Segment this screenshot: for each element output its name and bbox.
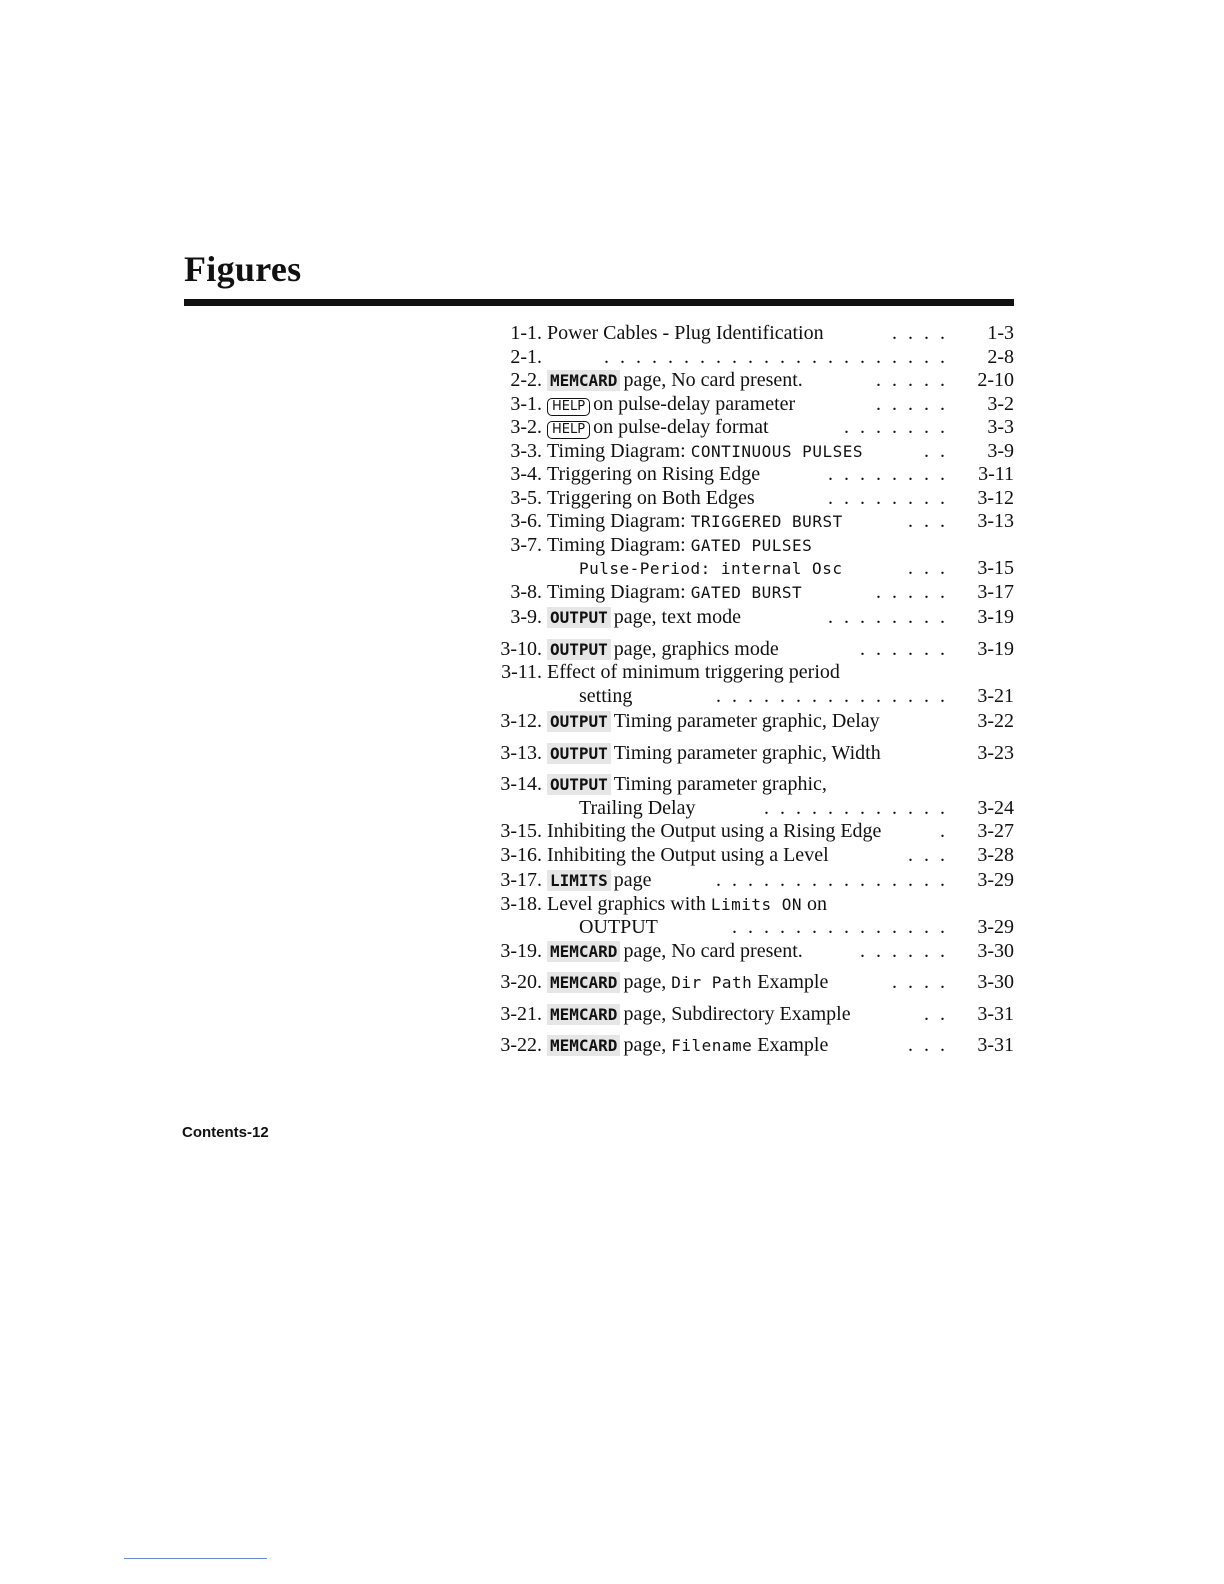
figure-entry[interactable] — [484, 440, 1018, 464]
page-footer: Contents-12 — [182, 1124, 269, 1141]
figure-entry-line — [484, 685, 1018, 709]
title-text: setting — [579, 684, 633, 707]
figure-entry-line — [484, 971, 1018, 995]
page-number: 3-17 — [977, 580, 1014, 603]
figure-entry-line — [484, 416, 1018, 440]
figure-entry-line — [484, 581, 1018, 605]
title-text: page, — [623, 971, 672, 993]
figure-entry[interactable] — [484, 416, 1018, 440]
figure-number: 3-20. — [500, 971, 542, 993]
title-text: Level graphics with — [547, 892, 711, 915]
figure-entry-line — [484, 893, 1018, 917]
figure-entry[interactable] — [484, 322, 1018, 346]
entry-spacer — [484, 734, 1018, 742]
figure-entry-line — [484, 661, 1018, 685]
figure-entry-line — [484, 322, 1018, 346]
display-text: Pulse-Period: internal Osc — [579, 559, 843, 578]
figure-entry[interactable] — [484, 710, 1018, 734]
figure-entry[interactable] — [484, 1003, 1018, 1027]
figure-number: 3-10. — [500, 637, 542, 660]
figure-entry-line — [484, 1003, 1018, 1027]
title-text: Trailing Delay — [579, 796, 696, 819]
dot-leader: . . . . . — [876, 369, 948, 391]
figure-number: 3-16. — [500, 843, 542, 866]
figure-number: 3-22. — [500, 1034, 542, 1056]
dot-leader: . . . . . . . . . . . . . . — [732, 916, 948, 938]
figure-title — [547, 510, 843, 534]
page-number: 3-2 — [987, 392, 1014, 415]
figure-title — [547, 661, 840, 685]
title-text: page — [613, 869, 652, 891]
figure-number: 2-1. — [510, 345, 542, 368]
figures-list — [484, 322, 1018, 1058]
figure-title — [579, 685, 632, 709]
title-text: page, No card present. — [623, 939, 803, 962]
title-text: page, text mode — [613, 606, 741, 628]
dot-leader: . . . . . . . . — [828, 486, 948, 509]
figure-title — [547, 534, 812, 558]
figure-number: 2-2. — [510, 369, 542, 391]
dot-leader: . . . . . . . . — [828, 606, 948, 628]
dot-leader: . . . . . . . — [844, 416, 948, 438]
page-title: Figures — [184, 249, 302, 289]
title-text: on pulse-delay format — [593, 416, 769, 438]
softkey-label: MEMCARD — [547, 1004, 620, 1025]
softkey-label: OUTPUT — [547, 774, 611, 795]
figure-title — [547, 322, 824, 346]
entry-spacer — [484, 765, 1018, 773]
dot-leader: . . . . . . — [860, 637, 948, 660]
dot-leader: . . . . . . . . . . . . — [764, 796, 948, 819]
figure-entry[interactable] — [484, 487, 1018, 511]
entry-spacer — [484, 630, 1018, 638]
softkey-label: OUTPUT — [547, 711, 611, 732]
page-number: 3-28 — [977, 843, 1014, 866]
figure-title — [547, 440, 863, 464]
help-key-icon: HELP — [547, 398, 590, 416]
page-number: 3-29 — [977, 869, 1014, 891]
figure-title — [547, 1003, 851, 1027]
figure-entry[interactable] — [484, 393, 1018, 417]
display-text: Limits ON — [710, 894, 803, 914]
title-text: Effect of minimum triggering period — [547, 661, 840, 683]
figure-entry-line — [484, 369, 1018, 393]
entry-spacer — [484, 963, 1018, 971]
dot-leader: . . . — [908, 557, 948, 579]
figure-number: 3-3. — [510, 439, 542, 462]
figure-number: 3-18. — [500, 892, 542, 915]
figure-title — [547, 416, 769, 440]
dot-leader: . . — [924, 439, 948, 462]
display-text: Dir Path — [671, 973, 753, 992]
figure-title — [547, 844, 829, 868]
page-number: 3-19 — [977, 606, 1014, 628]
page-number: 3-27 — [977, 820, 1014, 842]
page-number: 3-23 — [977, 741, 1014, 764]
title-text: Example — [752, 1034, 829, 1056]
dot-leader: . . . . — [892, 971, 948, 993]
figure-number: 3-19. — [500, 939, 542, 962]
page-number: 3-19 — [977, 637, 1014, 660]
figure-entry[interactable] — [484, 638, 1018, 662]
display-text: TRIGGERED BURST — [690, 512, 843, 531]
figure-entry-line — [484, 916, 1018, 940]
page-number: 3-31 — [977, 1002, 1014, 1025]
dot-leader: . . . — [908, 843, 948, 866]
figure-entry-line — [484, 463, 1018, 487]
figure-title — [547, 638, 779, 662]
figure-entry[interactable] — [484, 742, 1018, 766]
figure-number: 3-12. — [500, 710, 542, 732]
figure-entry-line — [484, 440, 1018, 464]
figure-title — [547, 869, 652, 893]
figure-title — [547, 581, 802, 605]
figure-entry-line — [484, 534, 1018, 558]
figure-number: 3-1. — [510, 392, 542, 415]
title-text: Inhibiting the Output using a Rising Edge — [547, 820, 882, 842]
title-rule — [184, 299, 1014, 306]
figure-entry[interactable] — [484, 534, 1018, 581]
figure-title — [547, 369, 803, 393]
dot-leader: . . . . . . . . . . . . . . . — [716, 684, 948, 707]
page-number: 3-31 — [977, 1034, 1014, 1056]
softkey-label: OUTPUT — [547, 639, 611, 660]
title-text: Example — [752, 971, 829, 993]
figure-number: 3-7. — [510, 533, 542, 556]
help-key-icon: HELP — [547, 421, 590, 439]
dot-leader: . . . . . . . . . . . . . . . — [716, 869, 948, 891]
figure-title — [547, 487, 755, 511]
softkey-label: MEMCARD — [547, 370, 620, 391]
title-text: OUTPUT — [579, 916, 658, 938]
figure-title — [547, 940, 803, 964]
figure-number: 3-2. — [510, 416, 542, 438]
figure-entry-line — [484, 346, 1018, 370]
title-text: page, graphics mode — [613, 637, 779, 660]
figure-title — [579, 557, 842, 581]
softkey-label: OUTPUT — [547, 607, 611, 628]
dot-leader: . — [940, 820, 948, 842]
figure-number: 3-11. — [501, 661, 542, 683]
softkey-label: MEMCARD — [547, 941, 620, 962]
figure-entry-line — [484, 606, 1018, 630]
figure-entry[interactable] — [484, 940, 1018, 964]
page-number: 3-3 — [987, 416, 1014, 438]
display-text: GATED BURST — [690, 582, 803, 602]
figure-entry[interactable] — [484, 661, 1018, 708]
figure-title — [579, 916, 658, 940]
figure-number: 3-13. — [500, 741, 542, 764]
figure-title — [547, 893, 827, 917]
figure-number: 3-14. — [500, 773, 542, 795]
dot-leader: . . . . . . — [860, 939, 948, 962]
figure-entry[interactable] — [484, 893, 1018, 940]
figure-entry[interactable] — [484, 346, 1018, 370]
page-number: 3-11 — [978, 463, 1014, 485]
figure-entry[interactable] — [484, 606, 1018, 630]
softkey-label: LIMITS — [547, 870, 611, 891]
figure-entry-line — [484, 869, 1018, 893]
softkey-label: MEMCARD — [547, 1035, 620, 1056]
figure-entry-line — [484, 773, 1018, 797]
softkey-label: OUTPUT — [547, 743, 611, 764]
figure-entry-line — [484, 820, 1018, 844]
figure-title — [547, 1034, 828, 1058]
page-number: 3-29 — [977, 916, 1014, 938]
figure-entry-line — [484, 638, 1018, 662]
figure-entry[interactable] — [484, 581, 1018, 605]
figure-entry[interactable] — [484, 369, 1018, 393]
page-number: 3-9 — [987, 439, 1014, 462]
figure-number: 1-1. — [510, 322, 542, 344]
figure-entry-line — [484, 742, 1018, 766]
figure-title — [547, 820, 881, 844]
figure-entry-line — [484, 797, 1018, 821]
display-text: GATED PULSES — [690, 535, 813, 555]
figure-number: 3-15. — [500, 820, 542, 842]
display-text: Filename — [671, 1036, 753, 1055]
title-text: page, No card present. — [623, 369, 803, 391]
page-number: 3-30 — [977, 971, 1014, 993]
figure-entry[interactable] — [484, 1034, 1018, 1058]
figure-entry[interactable] — [484, 463, 1018, 487]
softkey-label: MEMCARD — [547, 972, 620, 993]
figure-title — [547, 606, 741, 630]
figure-number: 3-8. — [510, 580, 542, 603]
title-text: page, Subdirectory Example — [623, 1002, 851, 1025]
figure-title — [547, 463, 760, 487]
dot-leader: . . . . . . . . — [828, 463, 948, 485]
title-text: Timing Diagram: — [547, 510, 691, 532]
figure-number: 3-21. — [500, 1002, 542, 1025]
entry-spacer — [484, 995, 1018, 1003]
display-text: CONTINUOUS PULSES — [690, 441, 863, 461]
figure-entry-line — [484, 844, 1018, 868]
page-number: 3-22 — [977, 710, 1014, 732]
title-text: Triggering on Rising Edge — [547, 463, 761, 485]
title-text: Triggering on Both Edges — [547, 486, 755, 509]
figure-number: 3-9. — [510, 606, 542, 628]
figure-entry-line — [484, 940, 1018, 964]
title-text: page, — [623, 1034, 672, 1056]
page-number: 3-13 — [977, 510, 1014, 532]
figure-number: 3-6. — [510, 510, 542, 532]
figure-entry[interactable] — [484, 971, 1018, 995]
title-text: Power Cables - Plug Identification — [547, 322, 824, 344]
title-text: on — [802, 892, 828, 915]
dot-leader: . . . . — [892, 322, 948, 344]
title-text: Timing Diagram: — [547, 439, 691, 462]
dot-leader: . . . — [908, 1034, 948, 1056]
page-number: 3-21 — [977, 684, 1014, 707]
figure-entry[interactable] — [484, 773, 1018, 820]
page-number: 3-24 — [977, 796, 1014, 819]
figure-title — [547, 971, 828, 995]
dot-leader: . . — [924, 1002, 948, 1025]
title-text: Timing parameter graphic, Width — [613, 741, 881, 764]
figure-entry-line — [484, 510, 1018, 534]
dot-leader: . . . . . — [876, 580, 948, 603]
page-number: 3-15 — [977, 557, 1014, 579]
figure-title — [579, 797, 695, 821]
dot-leader: . . . . . — [876, 392, 948, 415]
figure-number: 3-5. — [510, 486, 542, 509]
dot-leader: . . . . . . . . . . . . . . . . . . . . . . — [604, 345, 948, 368]
title-text: Timing parameter graphic, — [613, 773, 827, 795]
title-text: on pulse-delay parameter — [593, 392, 796, 415]
figure-entry-line — [484, 710, 1018, 734]
figure-title — [547, 742, 881, 766]
figure-entry[interactable] — [484, 820, 1018, 844]
page-number: 3-30 — [977, 939, 1014, 962]
figure-entry-line — [484, 1034, 1018, 1058]
title-text: Timing parameter graphic, Delay — [613, 710, 880, 732]
figure-entry[interactable] — [484, 869, 1018, 893]
figure-entry-line — [484, 557, 1018, 581]
entry-spacer — [484, 1026, 1018, 1034]
figure-entry[interactable] — [484, 844, 1018, 868]
title-text: Timing Diagram: — [547, 533, 691, 556]
figure-number: 3-17. — [500, 869, 542, 891]
page-number: 2-8 — [987, 345, 1014, 368]
figure-entry[interactable] — [484, 510, 1018, 534]
title-text: Timing Diagram: — [547, 580, 691, 603]
figure-title — [547, 773, 827, 797]
page-number: 2-10 — [977, 369, 1014, 391]
figure-title — [547, 710, 880, 734]
page-number: 1-3 — [987, 322, 1014, 344]
title-text: Inhibiting the Output using a Level — [547, 843, 829, 866]
figure-title — [547, 393, 795, 417]
figure-number: 3-4. — [510, 463, 542, 485]
figure-entry-line — [484, 393, 1018, 417]
bottom-link-line — [124, 1558, 267, 1559]
dot-leader: . . . — [908, 510, 948, 532]
figure-entry-line — [484, 487, 1018, 511]
page-number: 3-12 — [977, 486, 1014, 509]
